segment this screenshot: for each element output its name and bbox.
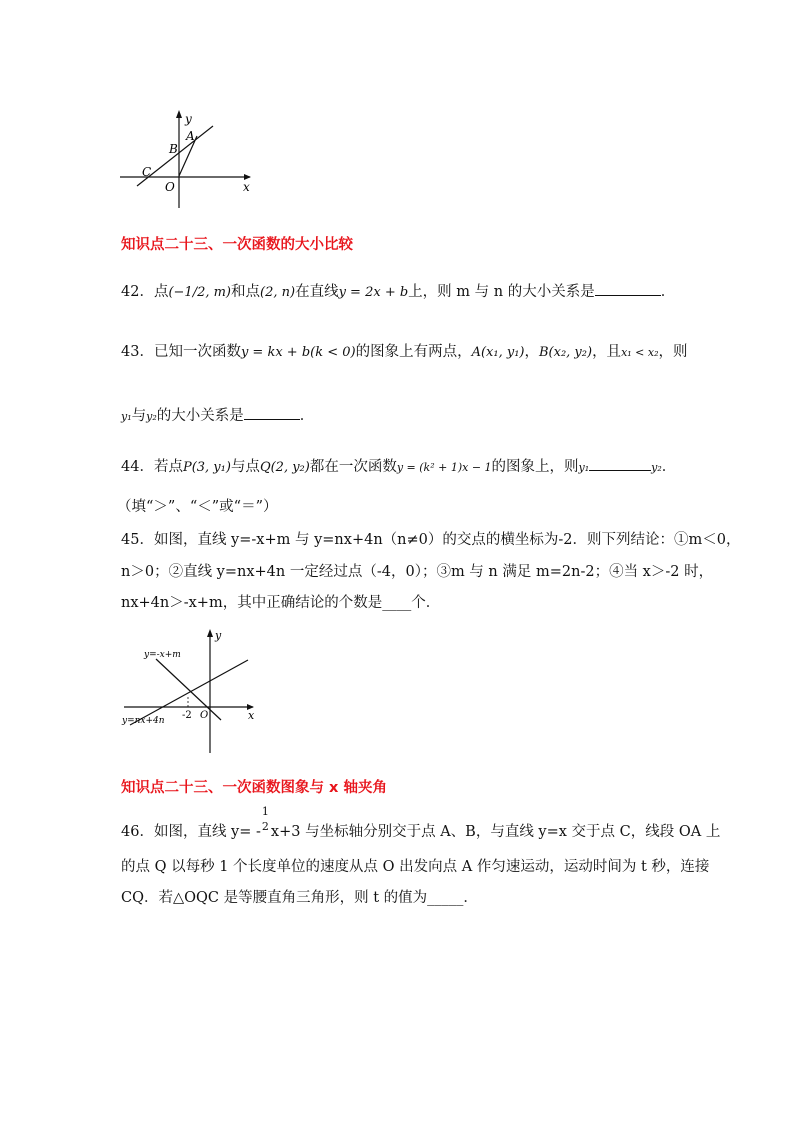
q46-text1: 46．如图，直线 y= -	[121, 824, 261, 840]
q44-y1: y₁	[578, 461, 590, 474]
question-44	[121, 456, 676, 478]
q42-text1: 和点	[231, 284, 261, 300]
section-heading-comparison: 知识点二十三、一次函数的大小比较	[121, 237, 353, 253]
q44-point-P: P(3, y₁)	[182, 460, 231, 475]
q42-answer-blank[interactable]	[595, 281, 661, 296]
q46-text2: x+3 与坐标轴分别交于点 A、B，与直线 y=x 交于点 C，线段 OA 上	[270, 824, 721, 840]
fig1-y-label: y	[185, 112, 192, 126]
fig2-label-neg2: -2	[182, 710, 192, 721]
q43-y2: y₂	[146, 410, 157, 423]
q43-condition: x₁ < x₂	[621, 346, 659, 359]
q42-point1: (−1/2, m)	[168, 285, 232, 300]
q43-text1: 的图象上有两点，	[355, 344, 472, 360]
q42-end: ．	[660, 284, 676, 300]
q43-text3: ，则	[658, 344, 688, 360]
q44-text3: 的图象上，则	[491, 459, 579, 475]
question-46-line2: 的点 Q 以每秒 1 个长度单位的速度从点 O 出发向点 A 作匀速运动，运动时间为 t 秒，连接	[121, 859, 710, 875]
q44-y2: y₂	[651, 461, 662, 474]
q43-end: ．	[299, 408, 315, 424]
question-42	[121, 281, 675, 303]
q43-function: y = kx + b(k < 0)	[240, 345, 356, 360]
q42-text2: 在直线	[295, 284, 339, 300]
q43-y1: y₁	[121, 410, 132, 423]
q43-text2: ，且	[592, 344, 622, 360]
fig2-label-line2: y=nx+4n	[122, 716, 165, 726]
question-43-line2	[121, 405, 314, 427]
fig1-label-A: A	[186, 129, 195, 143]
y-axis-arrow	[176, 110, 182, 118]
question-45-line2: n＞0；②直线 y=nx+4n 一定经过点（-4，0）；③m 与 n 满足 m=2n-2；④当 x＞-2 时，	[121, 564, 714, 580]
q44-end: ．	[661, 459, 677, 475]
figure-2-graph	[118, 625, 263, 757]
fig1-x-label: x	[243, 180, 250, 194]
q46-frac-num: 1	[261, 805, 269, 818]
fig1-label-B: B	[169, 142, 178, 156]
q44-point-Q: Q(2, y₂)	[259, 460, 310, 475]
q43-number: 43．已知一次函数	[121, 344, 241, 360]
q42-point2: (2, n)	[260, 285, 296, 300]
section-heading-angle: 知识点二十三、一次函数图象与 x 轴夹角	[121, 780, 387, 796]
question-43	[121, 342, 688, 363]
fig2-x-label: x	[248, 709, 255, 722]
q43-point-A: A(x₁, y₁)	[471, 345, 525, 360]
q42-number: 42．点	[121, 284, 169, 300]
q43-point-B: B(x₂, y₂)	[539, 345, 593, 360]
q42-text3: 上，则 m 与 n 的大小关系是	[408, 284, 595, 300]
q42-line-eq: y = 2x + b	[338, 285, 409, 300]
question-44-hint: （填“＞”、“＜”或“＝”）	[117, 499, 278, 515]
q46-fraction	[261, 805, 271, 836]
q44-text1: 与点	[230, 459, 260, 475]
fig2-y-label: y	[215, 629, 222, 642]
fig2-label-O: O	[200, 710, 209, 721]
q43-text4: 与	[131, 408, 147, 424]
question-46-line3: CQ．若△OQC 是等腰直角三角形，则 t 的值为_____．	[121, 890, 478, 906]
q46-frac-den: 2	[261, 820, 269, 833]
figure-1-graph	[115, 108, 260, 213]
fig2-label-line1: y=-x+m	[144, 650, 181, 660]
q44-function: y = (k² + 1)x − 1	[396, 461, 492, 474]
q43-text5: 的大小关系是	[156, 408, 244, 424]
q43-answer-blank[interactable]	[244, 405, 300, 420]
y-axis-arrow	[207, 629, 213, 637]
question-45-line1: 45．如图，直线 y=-x+m 与 y=nx+4n（n≠0）的交点的横坐标为-2．则下列结论：①m＜0，	[121, 532, 741, 548]
q43-comma: ，	[524, 344, 539, 360]
q44-number: 44．若点	[121, 459, 183, 475]
q44-answer-blank[interactable]	[589, 456, 651, 471]
fig1-label-C: C	[142, 165, 152, 179]
question-46-line1	[121, 805, 721, 842]
question-45-line3: nx+4n＞-x+m，其中正确结论的个数是____个．	[121, 595, 441, 611]
fig1-label-O: O	[165, 180, 175, 194]
q44-text2: 都在一次函数	[309, 459, 397, 475]
